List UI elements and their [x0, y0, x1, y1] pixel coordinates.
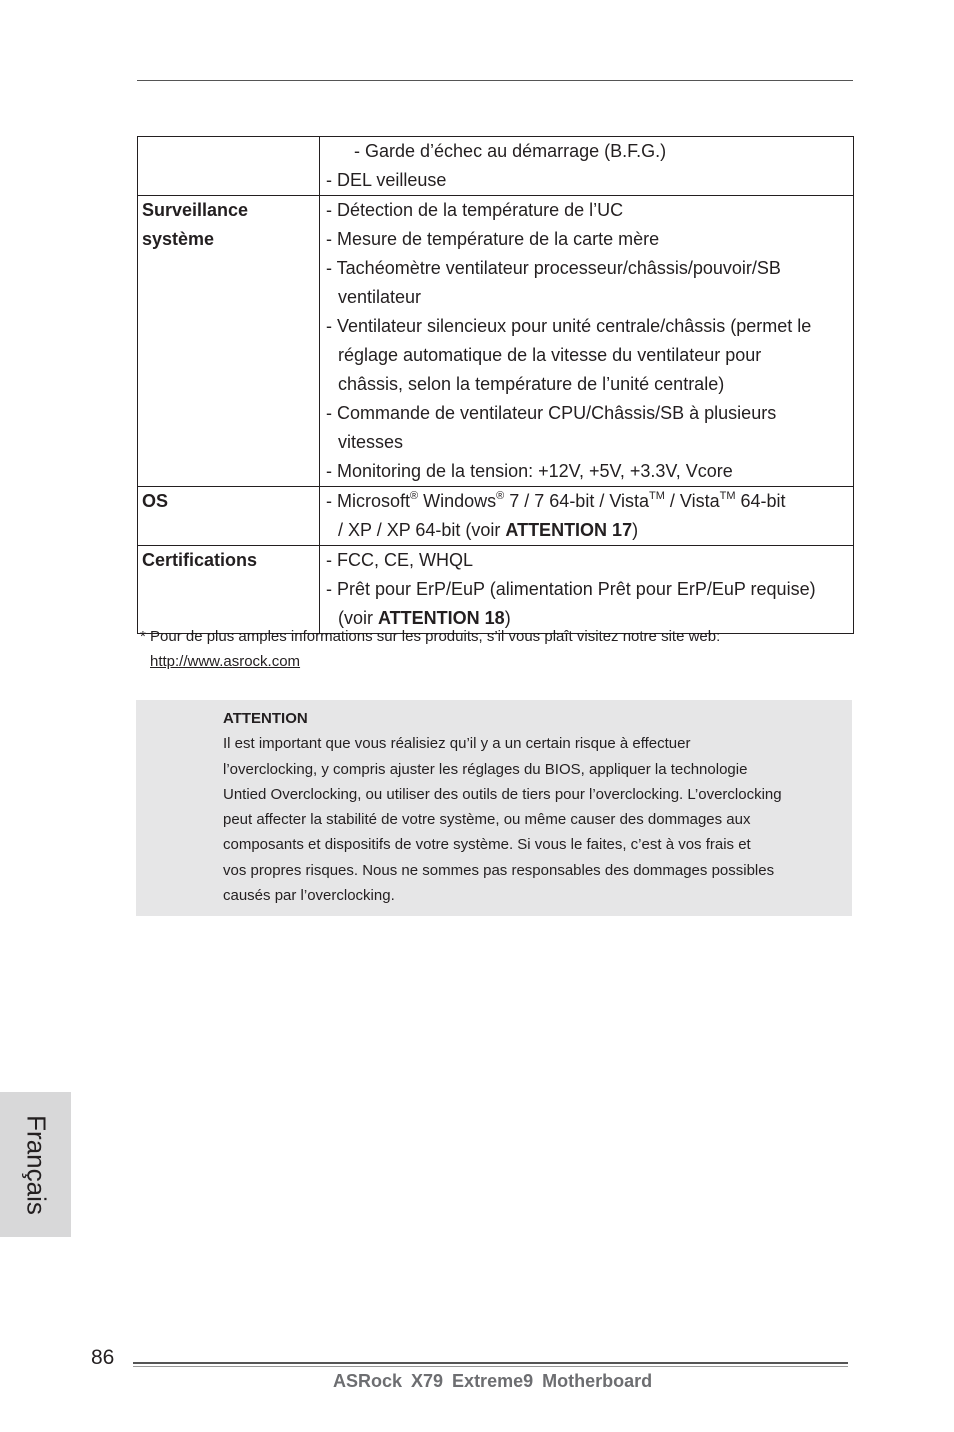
attention-line: Untied Overclocking, ou utiliser des outils de tiers pour l’overclocking. L’overclocking: [223, 785, 782, 803]
attention-line: Il est important que vous réalisiez qu’il y a un certain risque à effectuer: [223, 735, 691, 753]
spec-line: / XP / XP 64-bit (voir ATTENTION 17): [338, 520, 639, 540]
spec-line: - Microsoft® Windows® 7 / 7 64-bit / Vista™ / Vista™ 64-bit: [326, 490, 786, 511]
spec-line: - Prêt pour ErP/EuP (alimentation Prêt pour ErP/EuP requise): [326, 579, 816, 599]
attention-line: l’overclocking, y compris ajuster les réglages du BIOS, appliquer la technologie: [223, 760, 748, 778]
row-label-certifications: Certifications: [138, 546, 320, 634]
footer-rule: [133, 1362, 848, 1364]
header-rule: [137, 80, 853, 81]
spec-line: vitesses: [338, 432, 404, 452]
spec-line: - Ventilateur silencieux pour unité centrale/châssis (permet le: [326, 316, 812, 336]
attention-line: vos propres risques. Nous ne sommes pas responsables des dommages possibles: [223, 861, 775, 879]
spec-line: ventilateur: [338, 287, 422, 307]
row-label-monitoring: Surveillance système: [138, 196, 320, 487]
table-row: [138, 546, 854, 634]
table-row: [138, 137, 854, 196]
table-row: [138, 487, 854, 546]
spec-line: - Tachéomètre ventilateur processeur/châssis/pouvoir/SB: [326, 258, 781, 278]
row-label-os: OS: [138, 487, 320, 546]
language-tab-label: Français: [21, 1114, 51, 1215]
spec-line: châssis, selon la température de l’unité centrale): [338, 374, 725, 394]
table-row: [138, 196, 854, 487]
footnote-text: * Pour de plus amples informations sur les produits, s’il vous plaît visitez notre site web:: [140, 628, 721, 645]
attention-box: [136, 700, 852, 916]
footer-rule-thin: [133, 1366, 848, 1367]
footnote: [140, 624, 720, 674]
spec-table: [137, 136, 854, 634]
spec-line: réglage automatique de la vitesse du ventilateur pour: [338, 345, 762, 365]
attention-line: composants et dispositifs de votre système. Si vous le faites, c’est à vos frais et: [223, 836, 751, 854]
page-number: 86: [91, 1346, 115, 1369]
footer-title: ASRock X79 Extreme9 Motherboard: [333, 1371, 653, 1391]
spec-line: - Commande de ventilateur CPU/Châssis/SB à plusieurs: [326, 403, 777, 423]
language-tab: [0, 1092, 71, 1237]
spec-line: - Garde d’échec au démarrage (B.F.G.): [354, 141, 667, 161]
spec-line: - FCC, CE, WHQL: [326, 550, 473, 570]
attention-line: peut affecter la stabilité de votre système, ou même causer des dommages aux: [223, 811, 751, 829]
website-link[interactable]: http://www.asrock.com: [150, 653, 301, 670]
spec-line: - Mesure de température de la carte mère: [326, 229, 660, 249]
spec-line: - Détection de la température de l’UC: [326, 200, 624, 220]
attention-line: causés par l’overclocking.: [223, 887, 395, 905]
attention-title: ATTENTION: [223, 710, 308, 727]
spec-line: - Monitoring de la tension: +12V, +5V, +3.3V, Vcore: [326, 461, 733, 481]
spec-line: (voir ATTENTION 18): [338, 608, 511, 628]
spec-line: - DEL veilleuse: [326, 170, 447, 190]
row-label: [138, 137, 320, 196]
